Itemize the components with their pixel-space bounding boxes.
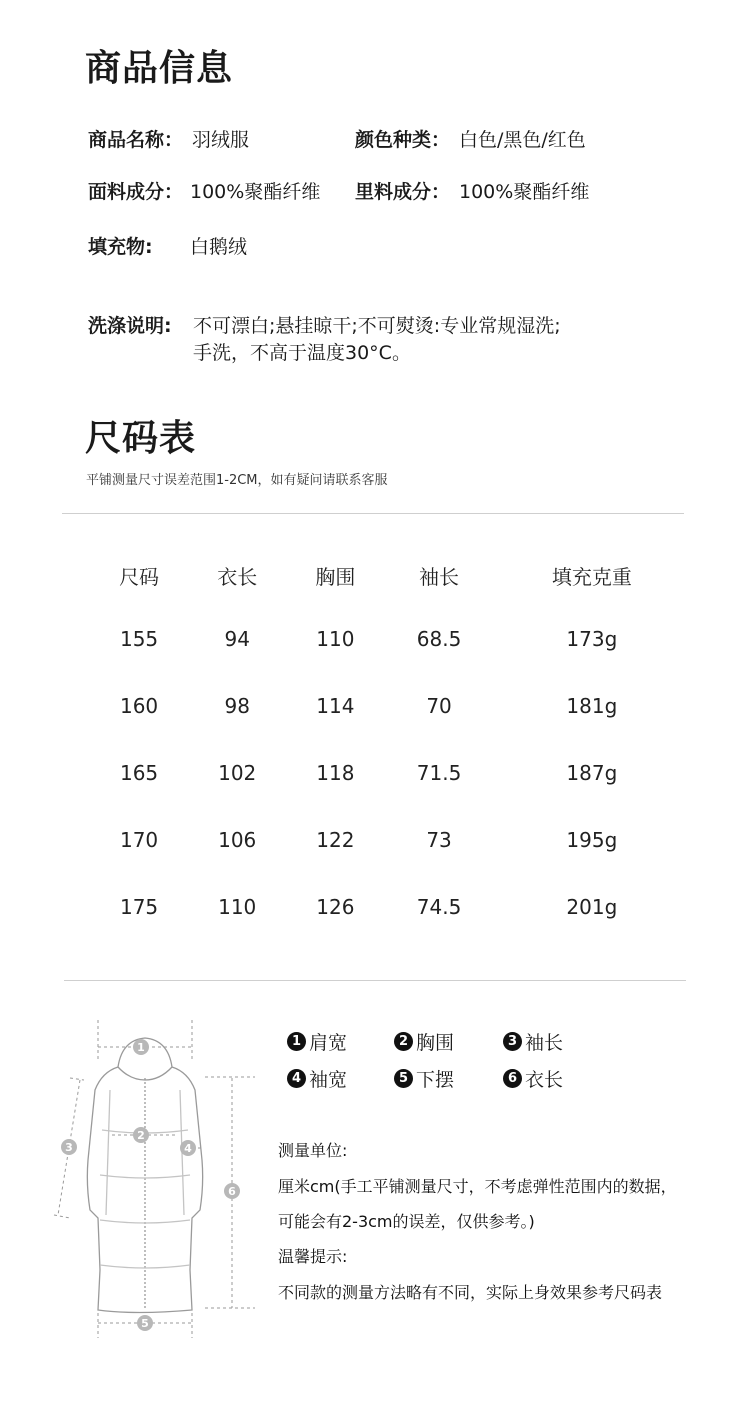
measure-unit-line-1: 厘米cm(手工平铺测量尺寸，不考虑弹性范围内的数据，: [278, 1177, 677, 1196]
table-cell: 126: [316, 894, 355, 919]
tip-line: 不同款的测量方法略有不同，实际上身效果参考尺码表: [278, 1283, 663, 1302]
table-row: [90, 672, 690, 739]
size-chart-note: 平铺测量尺寸误差范围1-2CM，如有疑问请联系客服: [86, 473, 388, 488]
table-cell: 175: [119, 894, 159, 919]
marker-label-1: 1: [137, 1041, 145, 1054]
marker-label-3: 3: [65, 1141, 73, 1154]
legend-label: 衣长: [525, 1069, 564, 1091]
legend-item-sleeve-width: [287, 1065, 347, 1092]
legend-label: 肩宽: [309, 1032, 348, 1054]
table-cell: 114: [316, 693, 355, 718]
header-sleeve: 袖长: [419, 564, 460, 589]
wash-label: 洗涤说明:: [88, 315, 172, 337]
legend-label: 袖宽: [309, 1069, 348, 1091]
table-cell: 73: [426, 827, 452, 852]
header-length: 衣长: [217, 564, 258, 589]
table-row: [90, 873, 690, 940]
legend-number-badge: 1: [287, 1032, 306, 1051]
table-cell: 160: [119, 693, 159, 718]
table-row: [90, 739, 690, 806]
table-cell: 181g: [566, 693, 618, 718]
marker-label-5: 5: [141, 1317, 149, 1330]
measure-unit-title: 测量单位:: [278, 1141, 348, 1160]
fabric-label: 面料成分：: [88, 181, 184, 203]
legend-item-chest: [394, 1028, 454, 1055]
color-value: 白色/黑色/红色: [459, 129, 586, 151]
header-size: 尺码: [119, 564, 160, 589]
marker-label-2: 2: [137, 1129, 145, 1142]
legend-item-length: [503, 1065, 563, 1092]
table-cell: 173g: [566, 626, 618, 651]
legend-item-hem: [394, 1065, 454, 1092]
wash-line-1: 不可漂白;悬挂晾干;不可熨烫:专业常规湿洗;: [193, 315, 561, 337]
legend-number-badge: 5: [394, 1069, 413, 1088]
table-cell: 68.5: [416, 626, 462, 651]
size-table-header-row: [90, 545, 690, 605]
table-cell: 70: [426, 693, 452, 718]
legend-number-badge: 6: [503, 1069, 522, 1088]
product-info-heading: 商品信息: [85, 48, 234, 89]
size-chart-heading: 尺码表: [85, 418, 197, 459]
header-fill-weight: 填充克重: [551, 564, 632, 589]
legend-number-badge: 4: [287, 1069, 306, 1088]
divider-top: [62, 513, 684, 514]
table-row: [90, 605, 690, 672]
measure-unit-line-2: 可能会有2-3cm的误差，仅供参考。): [278, 1212, 535, 1231]
table-cell: 170: [119, 827, 159, 852]
tip-title: 温馨提示:: [278, 1247, 348, 1266]
table-cell: 110: [316, 626, 355, 651]
table-cell: 187g: [566, 760, 618, 785]
wash-line-2: 手洗，不高于温度30°C。: [193, 342, 411, 364]
legend-item-sleeve-length: [503, 1028, 563, 1055]
table-cell: 94: [224, 626, 250, 651]
table-cell: 102: [218, 760, 257, 785]
legend-item-shoulder: [287, 1028, 347, 1055]
color-label: 颜色种类：: [355, 129, 451, 151]
table-cell: 155: [119, 626, 159, 651]
table-cell: 195g: [566, 827, 618, 852]
divider-bottom: [64, 980, 686, 981]
table-cell: 106: [218, 827, 257, 852]
legend-label: 下摆: [416, 1069, 455, 1091]
fabric-value: 100%聚酯纤维: [190, 181, 321, 203]
product-name-value: 羽绒服: [192, 129, 250, 151]
marker-label-6: 6: [228, 1185, 236, 1198]
filling-label: 填充物:: [88, 236, 153, 258]
size-table: [90, 545, 690, 940]
table-cell: 165: [119, 760, 159, 785]
marker-label-4: 4: [184, 1142, 192, 1155]
coat-measurement-diagram: [40, 1010, 270, 1350]
table-cell: 201g: [566, 894, 618, 919]
table-row: [90, 806, 690, 873]
filling-value: 白鹅绒: [190, 236, 248, 258]
product-name-label: 商品名称：: [88, 129, 184, 151]
lining-value: 100%聚酯纤维: [459, 181, 590, 203]
header-chest: 胸围: [315, 564, 356, 589]
legend-label: 胸围: [416, 1032, 455, 1054]
lining-label: 里料成分：: [355, 181, 451, 203]
legend-number-badge: 3: [503, 1032, 522, 1051]
legend-label: 袖长: [525, 1032, 564, 1054]
table-cell: 110: [218, 894, 257, 919]
legend-number-badge: 2: [394, 1032, 413, 1051]
table-cell: 71.5: [416, 760, 462, 785]
table-cell: 118: [316, 760, 355, 785]
table-cell: 74.5: [416, 894, 462, 919]
table-cell: 122: [316, 827, 355, 852]
table-cell: 98: [224, 693, 250, 718]
